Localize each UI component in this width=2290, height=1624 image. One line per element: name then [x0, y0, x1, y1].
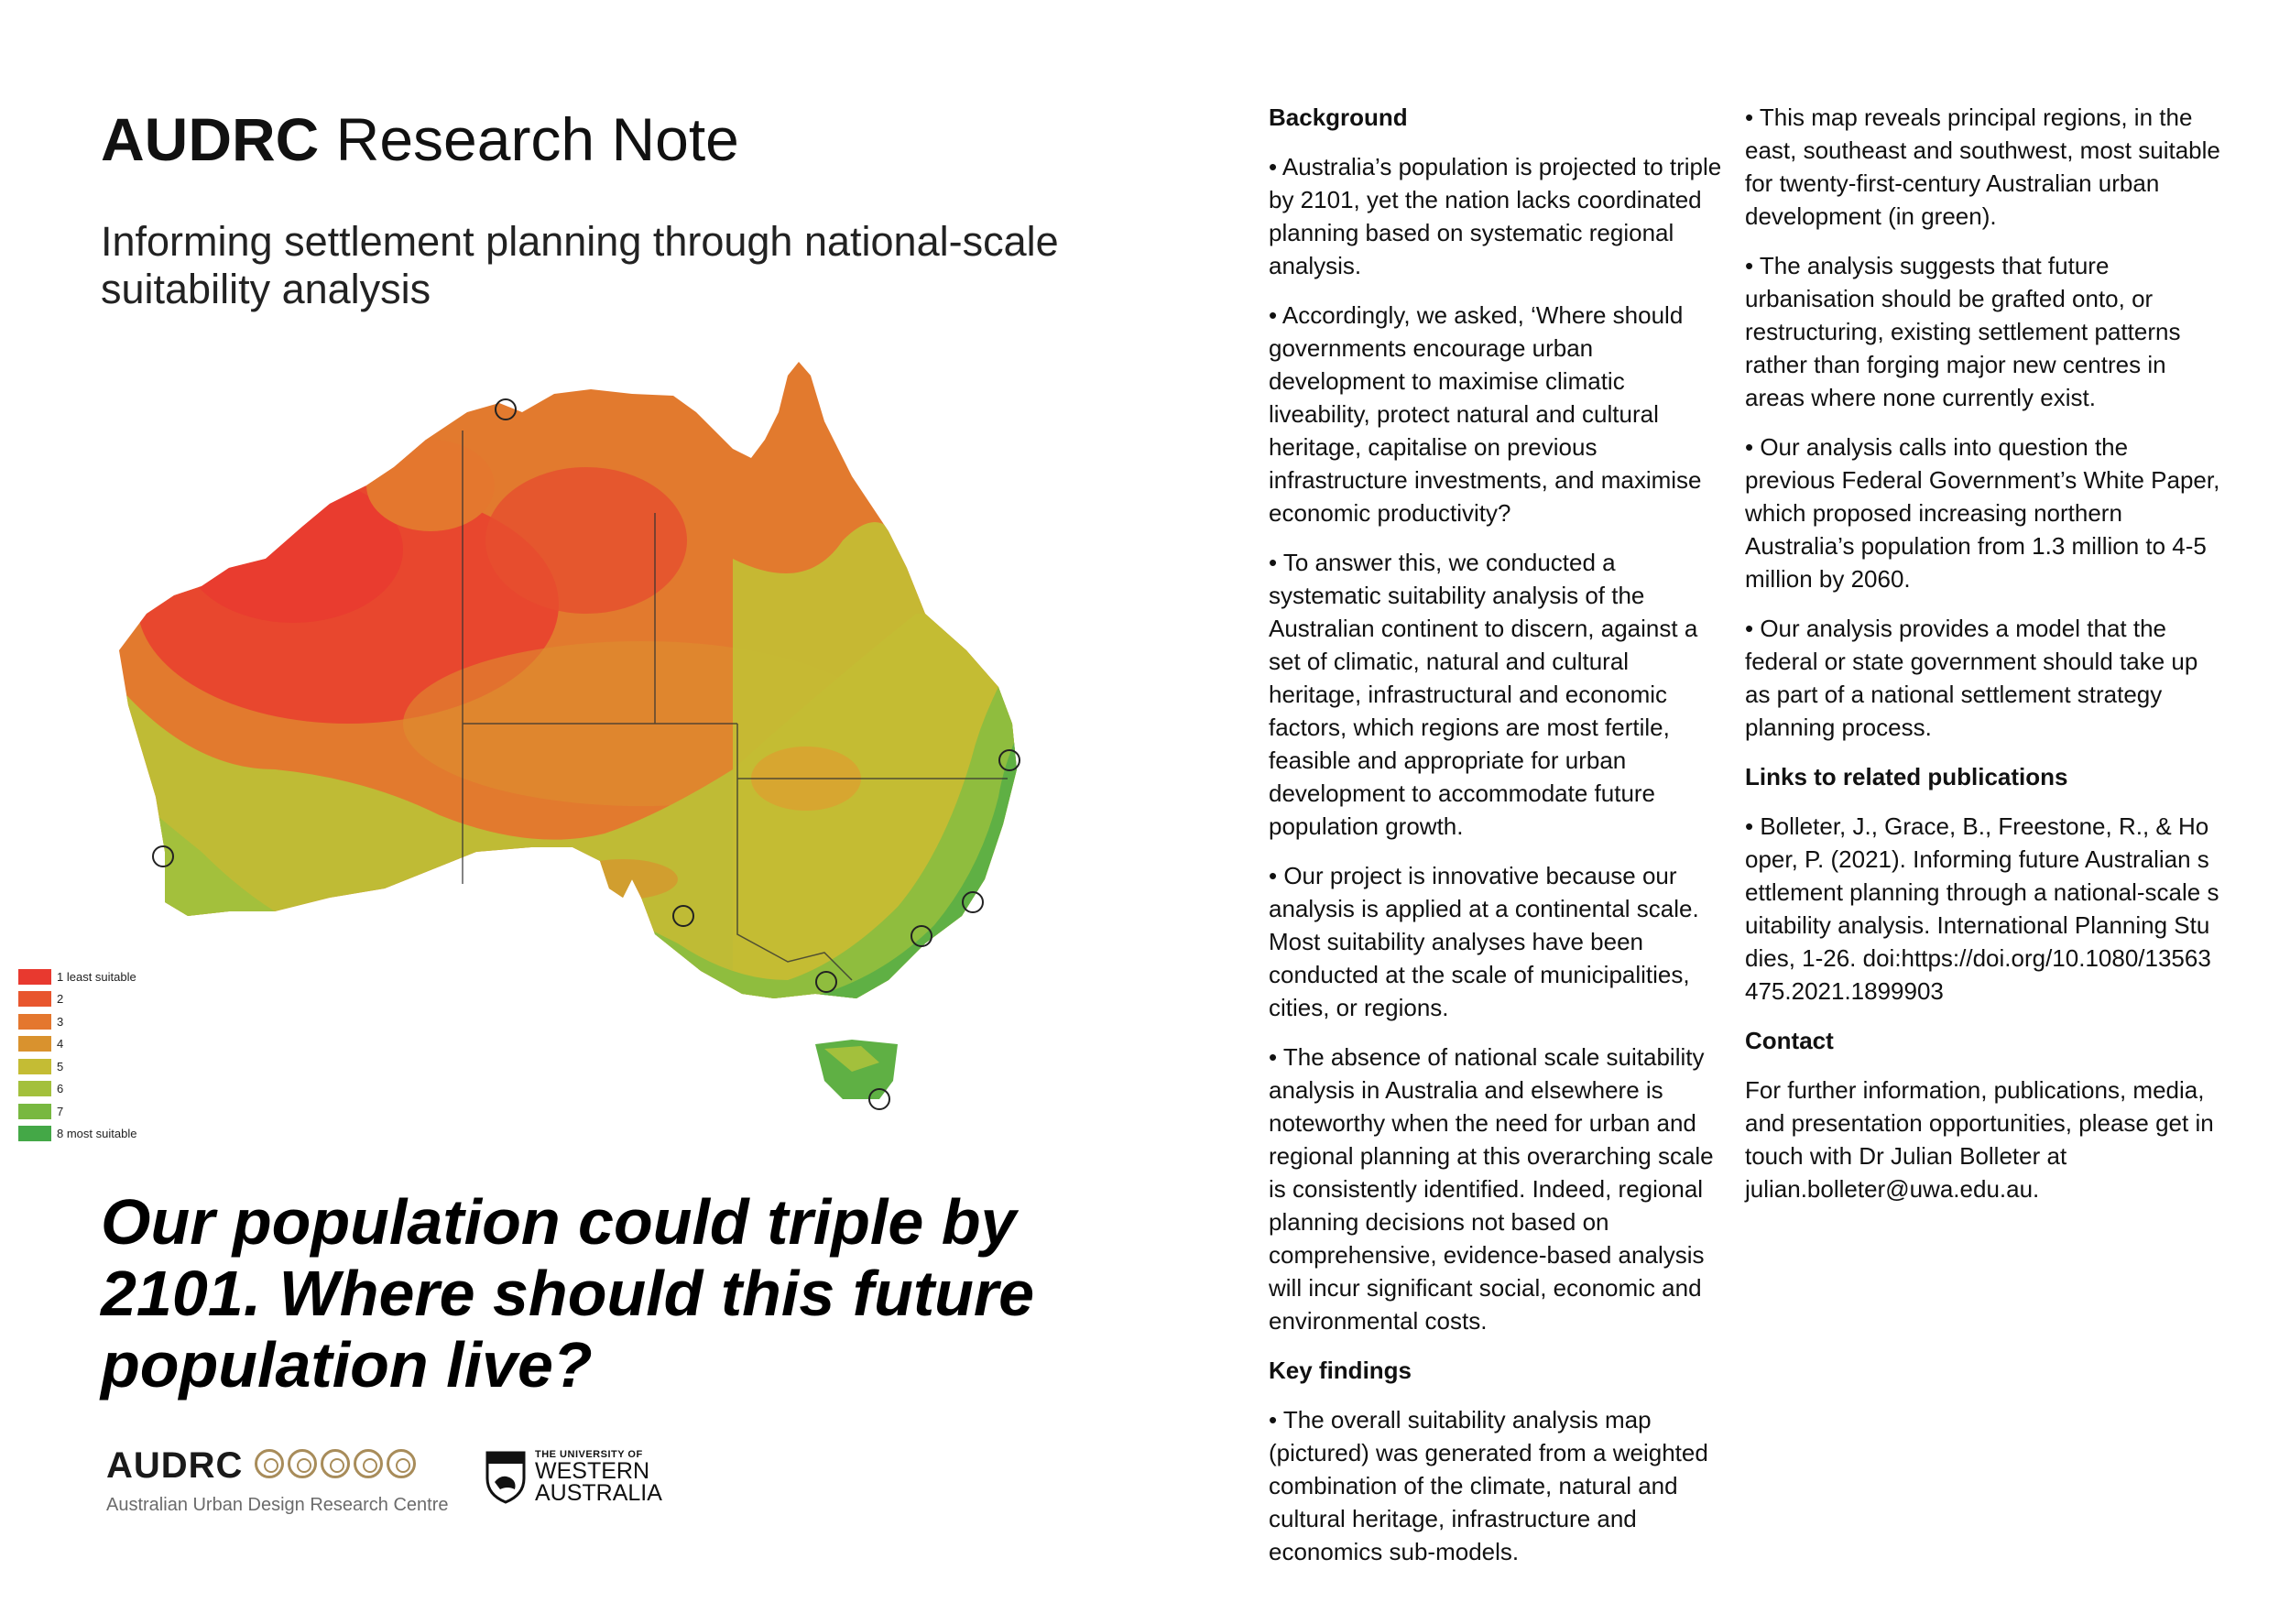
legend-item — [18, 988, 136, 1011]
background-paragraph: • The absence of national scale suitability analysis in Australia and elsewhere is noteworthy when the need for urban and regional planning at this overarching scale is consistently identified. Indeed, regional planning decisions not based on comprehensive, evidence-based analysis will incur significant social, economic and environmental costs. — [1269, 1043, 1714, 1335]
headline-question: Our population could triple by 2101. Where should this future population live? — [101, 1186, 1035, 1401]
legend-label: 2 — [57, 992, 64, 1007]
australia-map-graphic — [92, 339, 1044, 1127]
legend-label: 4 — [57, 1037, 64, 1052]
key-findings-paragraph: • Our analysis calls into question the previous Federal Government’s White Paper, which proposed increasing northern Australia’s population from 1.3 million to 4-5 million by 2060. — [1745, 433, 2220, 593]
background-paragraph: • To answer this, we conducted a systematic suitability analysis of the Australian continent to discern, against a set of climatic, natural and cultural heritage, infrastructural and economic factors, which regions are most fertile, feasible and appropriate for urban development to accommodate future population growth. — [1269, 549, 1698, 840]
legend-item — [18, 1078, 136, 1101]
logo-bar — [106, 1445, 662, 1520]
links-heading: Links to related publications — [1745, 763, 2068, 790]
legend-item — [18, 965, 136, 988]
legend-item — [18, 1033, 136, 1056]
uwa-line-1: THE UNIVERSITY OF — [535, 1449, 643, 1460]
legend-label: 5 — [57, 1059, 64, 1074]
background-paragraph: • Accordingly, we asked, ‘Where should governments encourage urban development to maximise climatic liveability, protect natural and cultural heritage, capitalise on previous infrastructure investments, and maximise economic productivity? — [1269, 301, 1702, 527]
key-findings-paragraph: • The analysis suggests that future urbanisation should be grafted onto, or restructuring, existing settlement patterns rather than forging major new centres in areas where none currently exist. — [1745, 252, 2181, 411]
legend-swatch — [18, 991, 51, 1007]
background-heading: Background — [1269, 104, 1408, 131]
audrc-logo — [106, 1445, 449, 1520]
contact-heading: Contact — [1745, 1027, 1834, 1054]
key-findings-paragraph: • The overall suitability analysis map (pictured) was generated from a weighted combination of the climate, natural and cultural heritage, infrastructure and economics sub-models. — [1269, 1406, 1708, 1565]
contact-text[interactable]: For further information, publications, media, and presentation opportunities, please get in touch with Dr Julian Bolleter at julian.bolleter@uwa.edu.au. — [1745, 1076, 2214, 1203]
publication-citation[interactable]: • Bolleter, J., Grace, B., Freestone, R., & Hooper, P. (2021). Informing future Australian settlement planning through a national-scale suitability analysis. International Planning Studies, 1-26. doi:https://doi.org/10.1080/13563475.2021.1899903 — [1745, 812, 2219, 1005]
legend-swatch — [18, 1081, 51, 1096]
uwa-line-2: WESTERN — [535, 1458, 649, 1484]
page-subtitle: Informing settlement planning through national-scale suitability analysis — [101, 218, 1059, 312]
legend-item — [18, 1100, 136, 1123]
uwa-line-3: AUSTRALIA — [535, 1480, 662, 1506]
text-column-2 — [1745, 101, 2221, 1222]
legend-label: 6 — [57, 1082, 64, 1096]
uwa-crest-icon — [484, 1449, 528, 1504]
text-column-1 — [1269, 101, 1727, 1568]
key-findings-paragraph: • Our analysis provides a model that the federal or state government should take up as part of a national settlement strategy planning process. — [1745, 615, 2198, 741]
legend-label: 7 — [57, 1104, 64, 1118]
legend-swatch — [18, 1036, 51, 1052]
key-findings-heading: Key findings — [1269, 1357, 1412, 1384]
audrc-emblem-icon — [255, 1449, 420, 1478]
legend-label: 3 — [57, 1014, 64, 1029]
title-brand: AUDRC — [101, 105, 320, 173]
legend-label: 8 most suitable — [57, 1127, 137, 1141]
legend-item — [18, 1123, 136, 1146]
legend-swatch — [18, 1059, 51, 1074]
page-title — [101, 103, 739, 176]
legend-swatch — [18, 1104, 51, 1119]
background-paragraph: • Our project is innovative because our analysis is applied at a continental scale. Most suitability analyses have been conducted at the scale of municipalities, cities, or regions. — [1269, 862, 1699, 1021]
key-findings-paragraph: • This map reveals principal regions, in the east, southeast and southwest, most suitable for twenty-first-century Australian urban development (in green). — [1745, 104, 2220, 230]
legend-item — [18, 1010, 136, 1033]
suitability-map — [92, 339, 1044, 1127]
map-legend — [18, 965, 136, 1145]
background-paragraph: • Australia’s population is projected to triple by 2101, yet the nation lacks coordinated planning based on systematic regional analysis. — [1269, 153, 1722, 279]
legend-swatch — [18, 969, 51, 985]
uwa-logo — [484, 1447, 662, 1511]
legend-swatch — [18, 1014, 51, 1030]
audrc-fullname: Australian Urban Design Research Centre — [106, 1495, 449, 1515]
audrc-wordmark: AUDRC — [106, 1445, 244, 1486]
legend-label: 1 least suitable — [57, 969, 136, 984]
legend-swatch — [18, 1126, 51, 1141]
title-label: Research Note — [319, 105, 739, 173]
legend-item — [18, 1055, 136, 1078]
